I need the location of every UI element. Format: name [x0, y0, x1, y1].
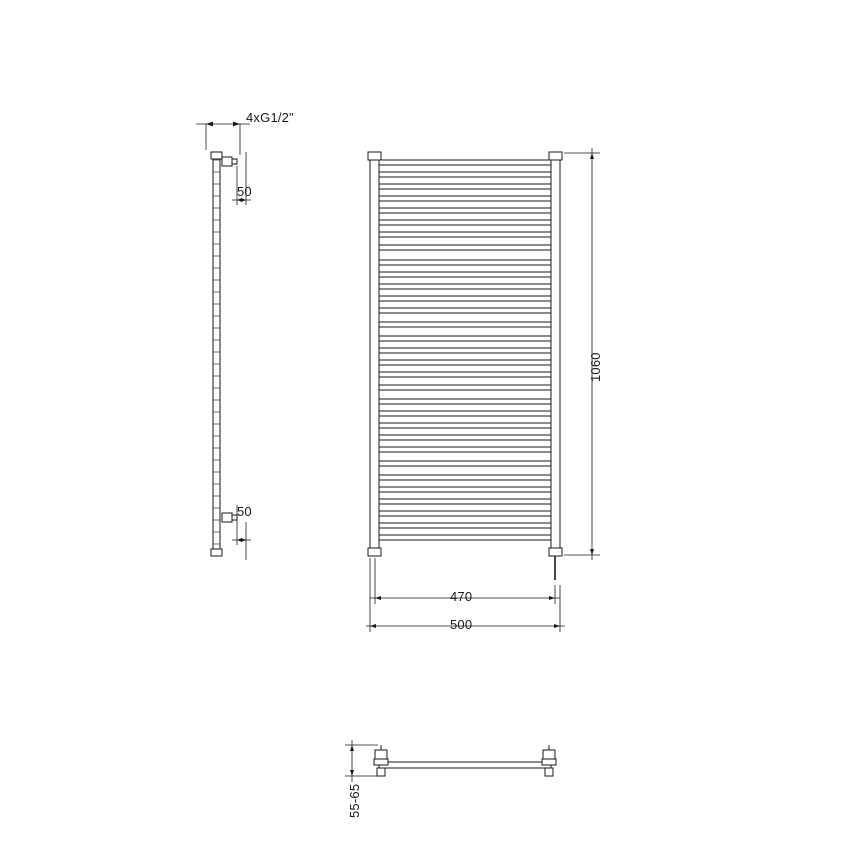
dim-label-rail-width: 470: [450, 589, 473, 604]
dim-wall-depth: [345, 740, 378, 782]
front-view: [368, 152, 562, 580]
dim-label-top-offset: 50: [237, 184, 252, 199]
dim-connection-thread: [196, 122, 250, 155]
dim-label-wall-depth: 55-65: [347, 783, 362, 818]
side-view: [211, 152, 237, 556]
dim-label-bottom-offset: 50: [237, 504, 252, 519]
top-view: [374, 745, 556, 776]
dim-label-overall-width: 500: [450, 617, 473, 632]
dim-label-connection-thread: 4xG1/2”: [246, 110, 294, 125]
dim-label-height: 1060: [588, 352, 603, 382]
